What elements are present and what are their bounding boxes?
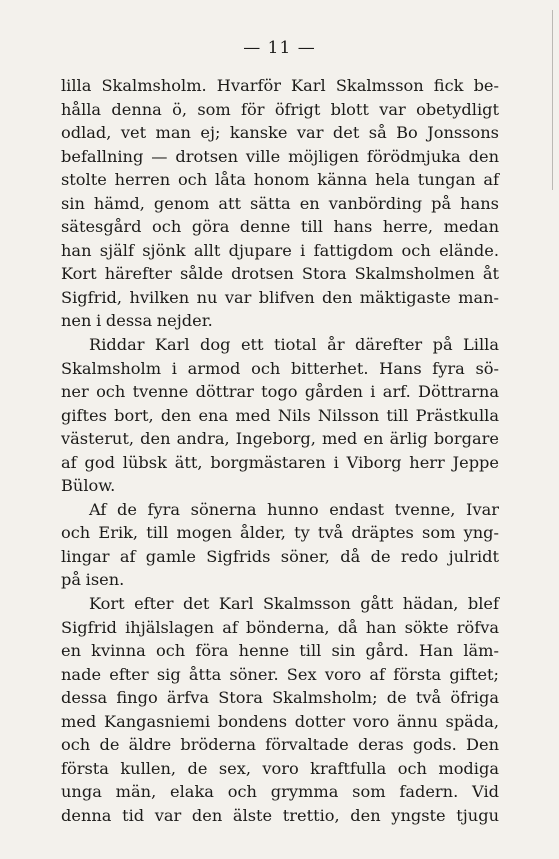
- text-line: Kort härefter sålde drotsen Stora Skalmsholmen åt: [61, 264, 499, 284]
- text-line: Sigfrid, hvilken nu var blifven den mäktigaste man-: [61, 287, 499, 307]
- text-line: han själf sjönk allt djupare i fattigdom och elände.: [61, 240, 499, 260]
- body-text: [61, 74, 499, 828]
- text-line: hålla denna ö, som för öfrigt blott var obetydligt: [61, 99, 499, 119]
- text-line: sätesgård och göra denne till hans herre, medan: [61, 217, 499, 237]
- text-line: befallning — drotsen ville möjligen förödmjuka den: [61, 146, 499, 166]
- text-line: odlad, vet man ej; kanske var det så Bo Jonssons: [61, 123, 499, 143]
- text-line: Kort efter det Karl Skalmsson gått hädan, blef: [89, 594, 499, 614]
- page-number: — 11 —: [243, 38, 316, 58]
- text-line: en kvinna och föra henne till sin gård. Han läm-: [61, 641, 499, 661]
- text-line: Skalmsholm i armod och bitterhet. Hans fyra sö-: [61, 358, 499, 378]
- text-line: lingar af gamle Sigfrids söner, då de redo julridt: [61, 546, 499, 566]
- text-line: nade efter sig åtta söner. Sex voro af första giftet;: [61, 664, 499, 684]
- text-line: ner och tvenne döttrar togo gården i arf. Döttrarna: [61, 382, 499, 402]
- text-line: på isen.: [61, 570, 125, 590]
- text-line: västerut, den andra, Ingeborg, med en ärlig borgare: [61, 429, 499, 449]
- text-line: unga män, elaka och grymma som fadern. Vid: [61, 782, 499, 802]
- text-line: denna tid var den älste trettio, den yngste tjugu: [61, 805, 499, 825]
- text-line: och de äldre bröderna förvaltade deras gods. Den: [61, 735, 499, 755]
- text-line: sin hämd, genom att sätta en vanbörding på hans: [61, 193, 499, 213]
- text-line: af god lübsk ätt, borgmästaren i Viborg herr Jeppe: [61, 452, 499, 472]
- text-line: Af de fyra sönerna hunno endast tvenne, Ivar: [89, 499, 499, 519]
- text-line: första kullen, de sex, voro kraftfulla och modiga: [61, 758, 499, 778]
- page-edge-line: [552, 10, 553, 190]
- text-line: dessa fingo ärfva Stora Skalmsholm; de två öfriga: [61, 688, 499, 708]
- text-line: stolte herren och låta honom känna hela tungan af: [61, 170, 499, 190]
- text-line: Riddar Karl dog ett tiotal år därefter på Lilla: [89, 335, 499, 355]
- text-line: lilla Skalmsholm. Hvarför Karl Skalmsson fick be-: [61, 76, 499, 95]
- text-line: Sigfrid ihjälslagen af bönderna, då han sökte röfva: [61, 617, 499, 637]
- text-line: och Erik, till mogen ålder, ty två dräptes som yng-: [61, 523, 499, 543]
- text-line: med Kangasniemi bondens dotter voro ännu späda,: [61, 711, 499, 731]
- text-line: nen i dessa nejder.: [61, 311, 213, 331]
- text-line: Bülow.: [61, 476, 116, 496]
- text-line: giftes bort, den ena med Nils Nilsson till Prästkulla: [61, 405, 499, 425]
